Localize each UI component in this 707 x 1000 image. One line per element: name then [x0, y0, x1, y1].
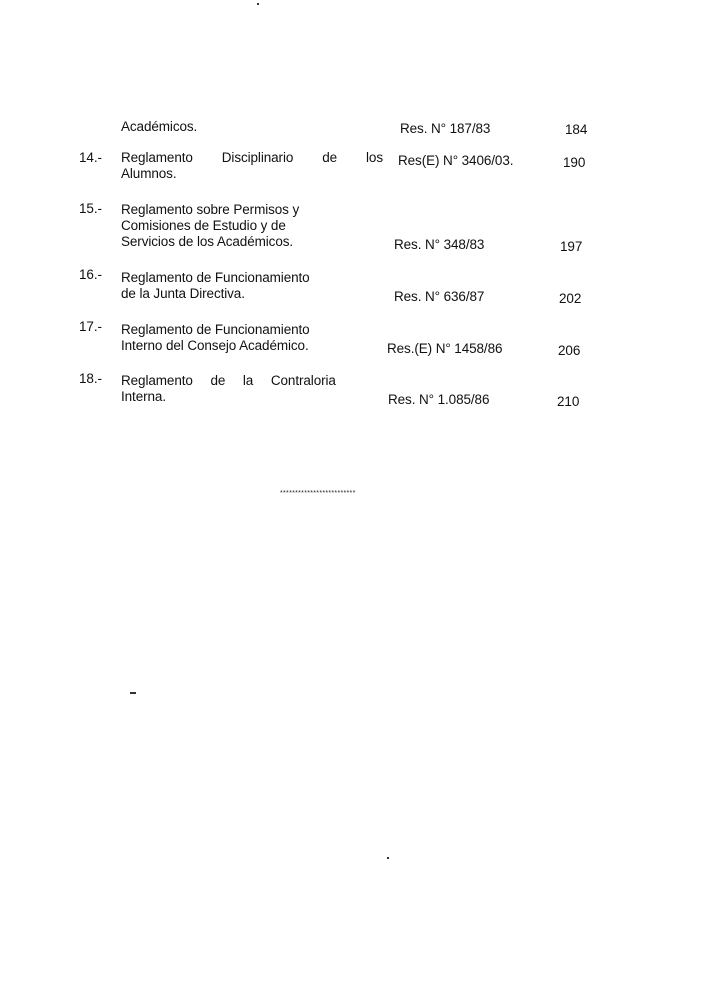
- entry-description-line: Servicios de los Académicos.: [121, 234, 294, 249]
- entry-description-line: Interna.: [121, 389, 166, 404]
- entry-number: 18.-: [79, 371, 102, 386]
- entry-resolution: Res. N° 187/83: [400, 121, 491, 136]
- entry-number: 14.-: [79, 150, 102, 165]
- entry-resolution: Res(E) N° 3406/03.: [398, 153, 514, 168]
- entry-description-line: Reglamento de Funcionamiento: [121, 322, 310, 337]
- entry-number: 16.-: [79, 267, 102, 282]
- entry-resolution: Res. N° 636/87: [394, 289, 485, 304]
- section-separator: *************************: [280, 490, 356, 497]
- entry-page-number: 206: [558, 343, 581, 358]
- entry-description-line: Reglamento de Funcionamiento: [121, 270, 310, 285]
- entry-description-line: Reglamento de la Contraloria: [121, 373, 336, 388]
- entry-page-number: 184: [565, 122, 588, 137]
- entry-resolution: Res.(E) N° 1458/86: [387, 341, 503, 356]
- scan-speck: [387, 857, 389, 859]
- entry-page-number: 202: [559, 291, 582, 306]
- entry-resolution: Res. N° 1.085/86: [388, 392, 490, 407]
- entry-description-line: Reglamento sobre Permisos y: [121, 202, 300, 217]
- entry-description-line: Interno del Consejo Académico.: [121, 338, 309, 353]
- scan-speck: [130, 692, 136, 694]
- entry-description-line: Académicos.: [121, 119, 198, 134]
- entry-resolution: Res. N° 348/83: [394, 237, 485, 252]
- entry-description-line: Alumnos.: [121, 166, 177, 181]
- entry-page-number: 197: [560, 239, 583, 254]
- entry-description-line: de la Junta Directiva.: [121, 286, 245, 301]
- entry-page-number: 210: [557, 394, 580, 409]
- entry-description-line: Comisiones de Estudio y de: [121, 218, 286, 233]
- entry-number: 15.-: [79, 201, 102, 216]
- entry-description-line: Reglamento Disciplinario de los: [121, 150, 383, 165]
- scan-speck: [257, 3, 259, 5]
- entry-number: 17.-: [79, 319, 102, 334]
- entry-page-number: 190: [563, 155, 586, 170]
